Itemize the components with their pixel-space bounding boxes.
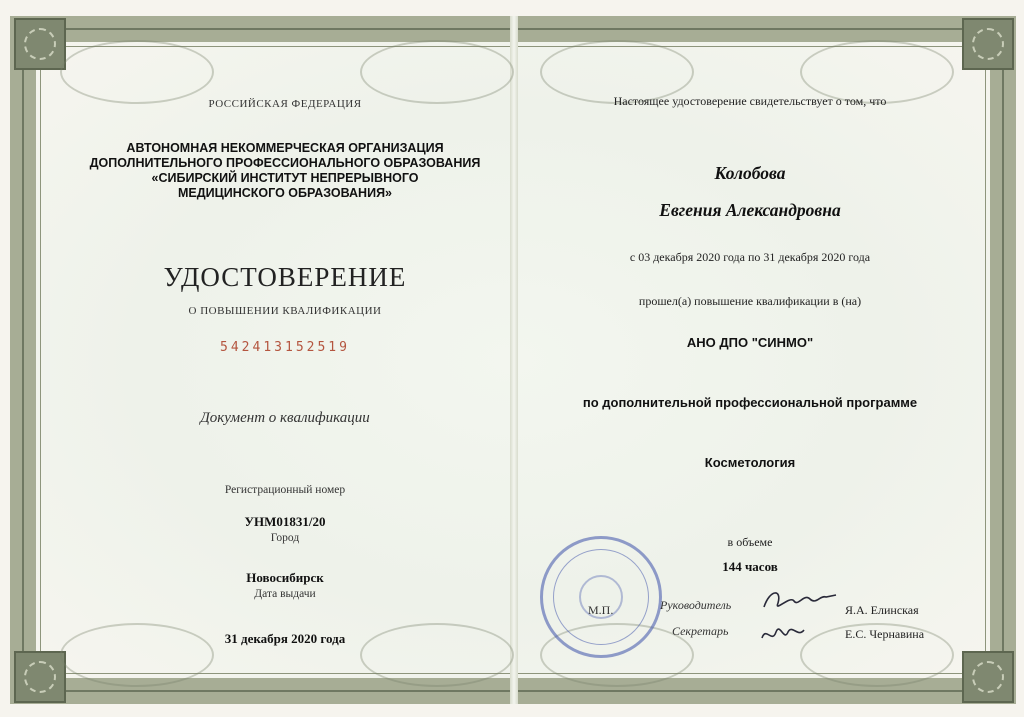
head-signature — [760, 585, 840, 617]
head-name: Я.А. Елинская — [845, 603, 919, 617]
corner-ornament — [962, 18, 1014, 70]
city-value: Новосибирск — [246, 570, 324, 585]
issue-date-label: Дата выдачи — [254, 588, 316, 600]
program-label: по дополнительной профессиональной программе — [582, 395, 918, 410]
training-period: с 03 декабря 2020 года по 31 декабря 2020 года — [629, 250, 871, 264]
document-subtitle: О ПОВЫШЕНИИ КВАЛИФИКАЦИИ — [188, 305, 382, 317]
city-label: Город — [270, 532, 300, 544]
surname: Колобова — [714, 163, 786, 183]
org-line: ДОПОЛНИТЕЛЬНОГО ПРОФЕССИОНАЛЬНОГО ОБРАЗОВАНИЯ — [89, 156, 481, 170]
guilloche-ornament — [60, 40, 214, 104]
completed-text: прошел(а) повышение квалификации в (на) — [638, 294, 862, 308]
corner-ornament — [14, 18, 66, 70]
registration-number: УНМ01831/20 — [244, 514, 326, 529]
guilloche-ornament — [360, 40, 514, 104]
country-label: РОССИЙСКАЯ ФЕДЕРАЦИЯ — [208, 98, 362, 110]
organization-name — [60, 141, 510, 201]
given-names: Евгения Александровна — [659, 200, 841, 220]
secretary-signature — [758, 618, 808, 646]
issue-date: 31 декабря 2020 года — [224, 631, 346, 646]
intro-text: Настоящее удостоверение свидетельствует о том, что — [613, 94, 887, 108]
program-name: Косметология — [704, 455, 796, 470]
document-title: УДОСТОВЕРЕНИЕ — [163, 262, 407, 292]
institution-name: АНО ДПО "СИНМО" — [686, 335, 814, 350]
volume-label: в объеме — [727, 535, 773, 549]
official-seal — [540, 536, 662, 658]
corner-ornament — [14, 651, 66, 703]
volume-hours: 144 часов — [722, 559, 778, 574]
document-type: Документ о квалификации — [200, 410, 370, 426]
secretary-name: Е.С. Чернавина — [845, 627, 925, 641]
registration-label: Регистрационный номер — [224, 484, 346, 496]
center-fold — [510, 16, 518, 704]
org-line: МЕДИЦИНСКОГО ОБРАЗОВАНИЯ» — [177, 186, 393, 200]
corner-ornament — [962, 651, 1014, 703]
org-line: «СИБИРСКИЙ ИНСТИТУТ НЕПРЕРЫВНОГО — [151, 171, 419, 185]
head-label: Руководитель — [660, 598, 732, 612]
secretary-label: Секретарь — [672, 624, 729, 638]
serial-number: 542413152519 — [220, 340, 350, 355]
org-line: АВТОНОМНАЯ НЕКОММЕРЧЕСКАЯ ОРГАНИЗАЦИЯ — [126, 141, 444, 155]
seal-label: М.П. — [588, 603, 614, 617]
